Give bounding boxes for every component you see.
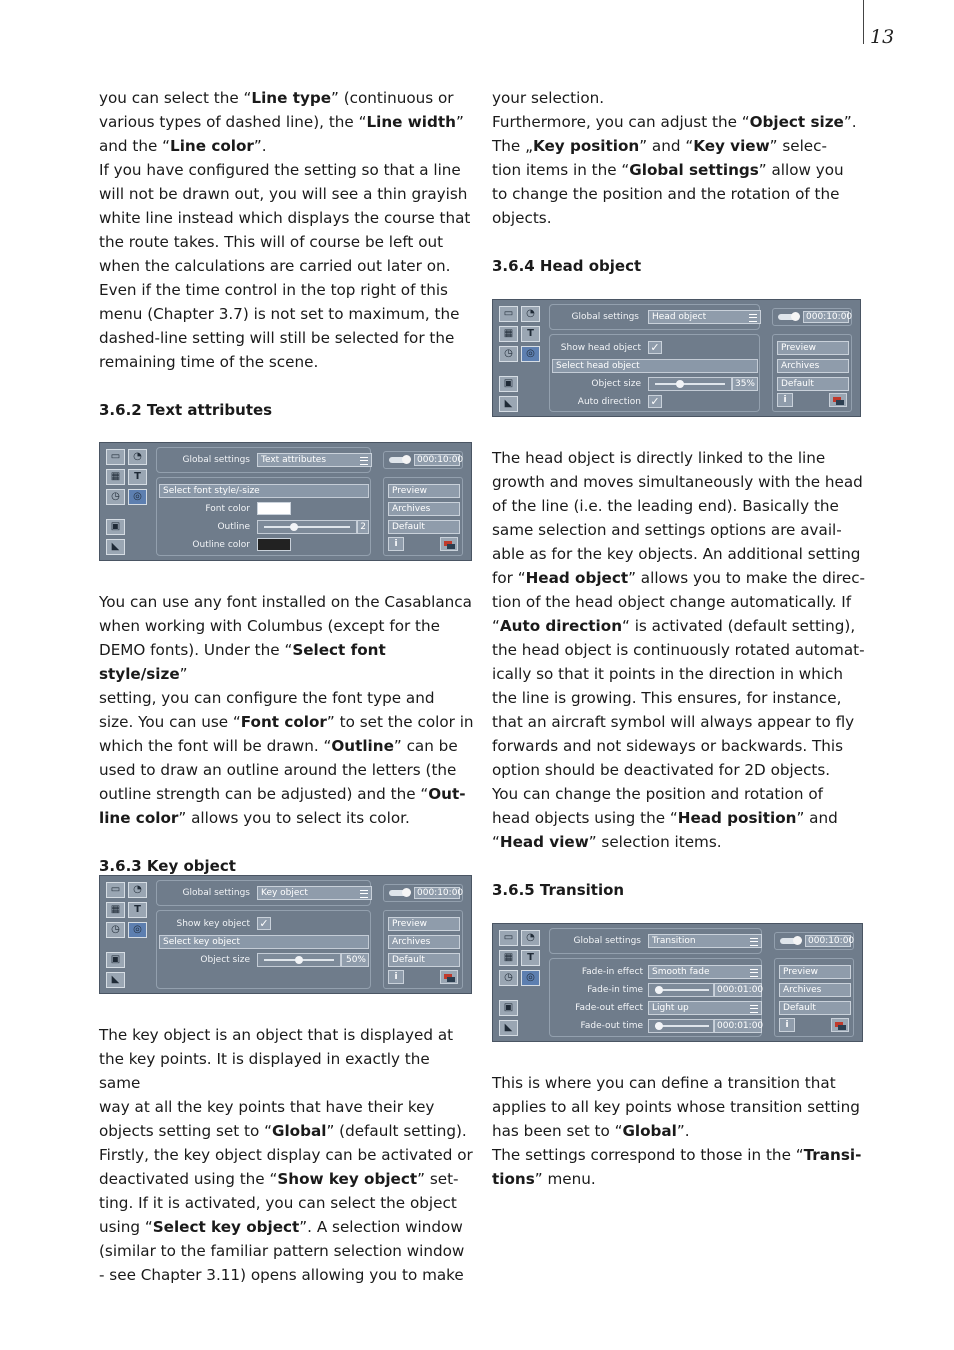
menu-icon (360, 890, 368, 898)
route-icon[interactable]: ◎ (128, 489, 147, 505)
default-button[interactable]: Default (388, 520, 460, 534)
film-icon[interactable]: ▭ (106, 449, 125, 465)
fade-in-effect-select[interactable] (648, 965, 762, 979)
slider-knob[interactable] (655, 986, 663, 994)
global-settings-label: Global settings (182, 888, 250, 898)
exit-icon[interactable] (440, 970, 458, 984)
exit-icon[interactable] (829, 393, 847, 407)
auto-direction-checkbox[interactable]: ✓ (648, 395, 662, 408)
fade-in-time-value: 000:01:00 (714, 983, 762, 997)
sidebar (497, 304, 545, 412)
clock-icon[interactable]: ◷ (106, 922, 125, 938)
fade-out-effect-label: Fade-out effect (575, 1003, 643, 1013)
global-settings-value: Transition (652, 936, 696, 946)
default-button[interactable]: Default (388, 953, 460, 967)
auto-direction-label: Auto direction (577, 397, 641, 407)
text-icon[interactable]: T (128, 902, 147, 918)
grid-icon[interactable]: ▦ (106, 469, 125, 485)
speech-icon[interactable]: ◔ (128, 449, 147, 465)
side-buttons (383, 477, 463, 556)
left-column-part2 (99, 590, 474, 878)
header-bar (156, 447, 371, 473)
clock-icon[interactable]: ◷ (106, 489, 125, 505)
menu-icon (750, 969, 758, 977)
global-settings-label: Global settings (571, 312, 639, 322)
header-bar (156, 880, 371, 906)
outline-value: 2 (357, 520, 369, 534)
info-button[interactable]: i (777, 393, 793, 407)
text-icon[interactable]: T (521, 326, 540, 342)
font-color-label: Font color (205, 504, 250, 514)
right-column-part2 (492, 446, 867, 902)
fade-out-time-label: Fade-out time (580, 1021, 643, 1031)
show-key-object-checkbox[interactable]: ✓ (257, 917, 271, 930)
settings-body (549, 958, 762, 1037)
time-control[interactable] (383, 451, 463, 469)
side-buttons (772, 334, 852, 412)
transition-screenshot (492, 923, 863, 1042)
speech-icon[interactable]: ◔ (521, 930, 540, 946)
global-settings-value: Head object (652, 312, 707, 322)
time-control[interactable] (772, 308, 852, 326)
outline-slider[interactable] (257, 520, 357, 534)
outline-color-swatch[interactable] (257, 538, 291, 551)
archives-button[interactable]: Archives (388, 502, 460, 516)
square-icon[interactable]: ▣ (499, 1000, 518, 1016)
settings-body (156, 477, 371, 556)
global-settings-select[interactable] (648, 310, 761, 324)
preview-button[interactable]: Preview (779, 965, 851, 979)
object-size-slider[interactable] (257, 953, 341, 967)
right-column (492, 86, 867, 278)
left-column (99, 86, 474, 422)
time-control[interactable] (774, 932, 854, 950)
paragraph-line-settings: you can select the “Line type” (continuous or various types of dashed line), the “Line width” and the “Line color”. If you have configured the setting so that a line will not be drawn out, you will see a thin grayish white line instead which displays the course that the route takes. This will of course be left out when the calculations are carried out later on. Even if the time control in the top right of this menu (Chapter 3.7) is not set to maximum, the dashed-line setting will still be selected for the remaining time of the scene. (99, 89, 471, 371)
time-control[interactable] (383, 884, 463, 902)
arrow-icon[interactable]: ◣ (106, 539, 125, 555)
route-icon[interactable]: ◎ (128, 922, 147, 938)
menu-icon (749, 314, 757, 322)
show-head-object-label: Show head object (560, 343, 641, 353)
slider-knob[interactable] (655, 1022, 663, 1030)
time-knob[interactable] (402, 455, 411, 464)
time-value: 000:10:00 (805, 935, 851, 947)
route-icon[interactable]: ◎ (521, 346, 540, 362)
grid-icon[interactable]: ▦ (499, 950, 518, 966)
outline-label: Outline (217, 522, 250, 532)
paragraph-key-object: The key object is an object that is displayed at the key points. It is displayed in exactly the same way at all the key points that have their key objects setting set to “Global” (default setting). Firstly, the key object display can be activated or deactivated using the “Show key object” set- ting. If it is activated, you can select the object using “Select key object”. A selection window (similar to the familiar pattern selection window - see Chapter 3.11) opens allowing you to make (99, 1026, 473, 1284)
page-number-rule (863, 0, 864, 44)
text-icon[interactable]: T (521, 950, 540, 966)
preview-button[interactable]: Preview (777, 341, 849, 355)
heading-key-object: 3.6.3 Key object (99, 857, 236, 875)
time-knob[interactable] (791, 312, 800, 321)
page-number: 13 (870, 26, 895, 48)
show-head-object-checkbox[interactable]: ✓ (648, 341, 662, 354)
arrow-icon[interactable]: ◣ (499, 1020, 518, 1036)
fade-in-effect-value: Smooth fade (652, 967, 710, 977)
square-icon[interactable]: ▣ (106, 519, 125, 535)
font-color-swatch[interactable] (257, 502, 291, 515)
grid-icon[interactable]: ▦ (499, 326, 518, 342)
archives-button[interactable]: Archives (388, 935, 460, 949)
show-key-object-label: Show key object (176, 919, 250, 929)
archives-button[interactable]: Archives (777, 359, 849, 373)
fade-in-effect-label: Fade-in effect (581, 967, 643, 977)
paragraph-transition: This is where you can define a transition that applies to all key points whose transition setting has been set to “Global”. The settings correspond to those in the “Transi- tions” menu. (492, 1074, 862, 1188)
route-icon[interactable]: ◎ (521, 970, 540, 986)
archives-button[interactable]: Archives (779, 983, 851, 997)
grid-icon[interactable]: ▦ (106, 902, 125, 918)
film-icon[interactable]: ▭ (499, 306, 518, 322)
right-column-part3 (492, 1071, 867, 1191)
speech-icon[interactable]: ◔ (521, 306, 540, 322)
text-attributes-screenshot (99, 442, 472, 561)
default-button[interactable]: Default (779, 1001, 851, 1015)
clock-icon[interactable]: ◷ (499, 346, 518, 362)
object-size-label: Object size (200, 955, 250, 965)
fade-out-time-slider[interactable] (648, 1019, 714, 1033)
square-icon[interactable]: ▣ (106, 952, 125, 968)
fade-out-effect-value: Light up (652, 1003, 689, 1013)
global-settings-value: Key object (261, 888, 308, 898)
slider-knob[interactable] (676, 380, 684, 388)
slider-knob[interactable] (290, 523, 298, 531)
sidebar (104, 880, 152, 989)
global-settings-label: Global settings (182, 455, 250, 465)
side-buttons (774, 958, 854, 1037)
global-settings-select[interactable] (257, 453, 372, 467)
menu-icon (360, 457, 368, 465)
header-bar (549, 304, 760, 330)
time-value: 000:10:00 (803, 311, 849, 323)
settings-body (549, 334, 760, 412)
info-button[interactable]: i (388, 537, 404, 551)
film-icon[interactable]: ▭ (106, 882, 125, 898)
object-size-value: 35% (732, 377, 758, 391)
slider-knob[interactable] (295, 956, 303, 964)
select-head-object-row[interactable]: Select head object (552, 359, 758, 373)
heading-transition: 3.6.5 Transition (492, 881, 625, 899)
arrow-icon[interactable]: ◣ (106, 972, 125, 988)
outline-color-label: Outline color (192, 540, 250, 550)
global-settings-select[interactable] (648, 934, 762, 948)
speech-icon[interactable]: ◔ (128, 882, 147, 898)
select-font-row[interactable]: Select font style/-size (159, 484, 369, 498)
global-settings-label: Global settings (573, 936, 641, 946)
time-knob[interactable] (402, 888, 411, 897)
menu-icon (750, 1005, 758, 1013)
film-icon[interactable]: ▭ (499, 930, 518, 946)
square-icon[interactable]: ▣ (499, 376, 518, 392)
key-object-screenshot (99, 875, 472, 994)
object-size-slider[interactable] (648, 377, 732, 391)
preview-button[interactable]: Preview (388, 484, 460, 498)
exit-icon[interactable] (831, 1018, 849, 1032)
text-icon[interactable]: T (128, 469, 147, 485)
time-knob[interactable] (793, 936, 802, 945)
exit-icon[interactable] (440, 537, 458, 551)
global-settings-select[interactable] (257, 886, 372, 900)
paragraph-head-object: The head object is directly linked to the line growth and moves simultaneously with the head of the line (i.e. the leading end). Basically the same selection and settings options are avail- able as for the key objects. An additional setting for “Head object” allows you to make the direc- tion of the head object change automatically. If “Auto direction“ is activated (default setting), the head object is continuously rotated automat- ically so that it points in the direction in which the line is growing. This ensures, for instance, that an aircraft symbol will always appear to fly forwards and not sideways or backwards. This option should be deactivated for 2D objects. You can change the position and rotation of head objects using the “Head position” and “Head view” selection items. (492, 449, 866, 851)
fade-in-time-slider[interactable] (648, 983, 714, 997)
object-size-value: 50% (341, 953, 369, 967)
header-bar (549, 928, 762, 954)
default-button[interactable]: Default (777, 377, 849, 391)
time-value: 000:10:00 (414, 454, 460, 466)
arrow-icon[interactable]: ◣ (499, 396, 518, 412)
settings-body (156, 910, 371, 989)
fade-in-time-label: Fade-in time (587, 985, 643, 995)
heading-head-object: 3.6.4 Head object (492, 257, 642, 275)
paragraph-key-object-cont: your selection. Furthermore, you can adjust the “Object size”. The „Key position” and “Key view” selec- tion items in the “Global settings” allow you to change the position and the rotation of the objects. (492, 89, 857, 227)
sidebar (104, 447, 152, 556)
menu-icon (750, 938, 758, 946)
head-object-screenshot (492, 299, 861, 417)
side-buttons (383, 910, 463, 989)
sidebar (497, 928, 545, 1037)
info-button[interactable]: i (779, 1018, 795, 1032)
time-value: 000:10:00 (414, 887, 460, 899)
paragraph-text-attributes: You can use any font installed on the Casablanca when working with Columbus (except for the DEMO fonts). Under the “Select font style/size” setting, you can configure the font type and size. You can use “Font color” to set the color in which the font will be drawn. “Outline” can be used to draw an outline around the letters (the outline strength can be adjusted) and the “Out- line color” allows you to select its color. (99, 593, 474, 827)
fade-out-time-value: 000:01:00 (714, 1019, 762, 1033)
fade-out-effect-select[interactable] (648, 1001, 762, 1015)
info-button[interactable]: i (388, 970, 404, 984)
heading-text-attributes: 3.6.2 Text attributes (99, 401, 273, 419)
preview-button[interactable]: Preview (388, 917, 460, 931)
global-settings-value: Text attributes (261, 455, 327, 465)
object-size-label: Object size (591, 379, 641, 389)
select-key-object-row[interactable]: Select key object (159, 935, 369, 949)
clock-icon[interactable]: ◷ (499, 970, 518, 986)
left-column-part3 (99, 1023, 474, 1287)
